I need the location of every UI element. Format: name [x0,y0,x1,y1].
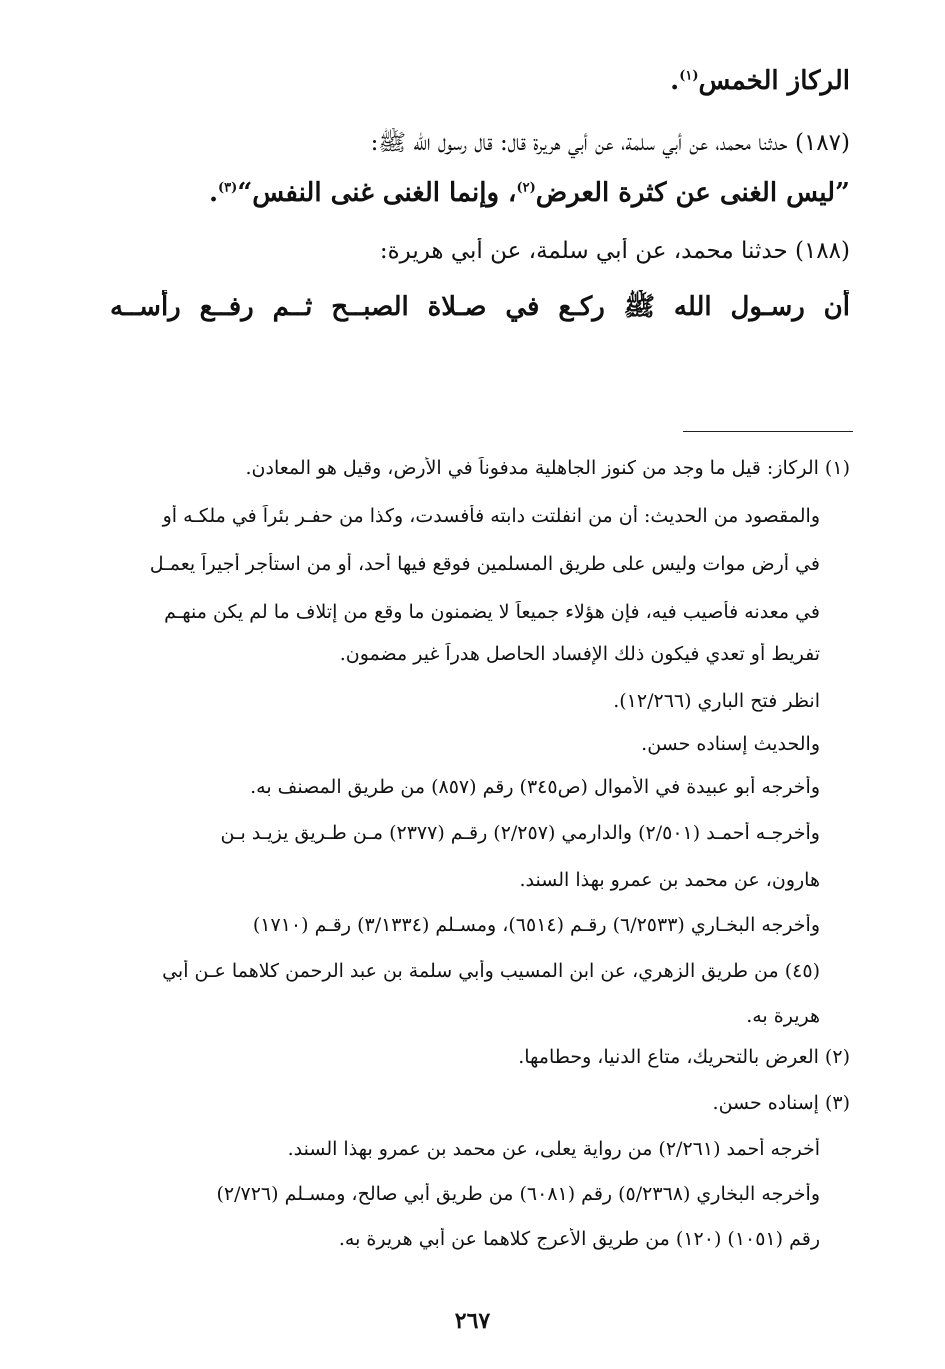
hadith-188-text: أن رسـول الله ﷺ ركـع في صـلاة الصبــح ثــم رفــع رأســه [110,292,850,322]
footnote-line: في أرض موات وليس على طريق المسلمين فوقع فيها أحد، أو من استأجر أجيراً يعمـل [149,553,820,575]
hadith-text-part-1: ”ليس الغنى عن كثرة العرض [535,178,850,208]
footnote-line: أخرجه أحمد (٢/٢٦١) من رواية يعلى، عن محمد بن عمرو بهذا السند. [287,1138,820,1160]
hadith-188-chain: (١٨٨) حدثنا محمد، عن أبي سلمة، عن أبي هريرة: [379,238,850,264]
footnote-ref: (١) [679,68,699,84]
footnote-line: وأخرجه البخـاري (٦/٢٥٣٣) رقـم (٦٥١٤)، ومسـلم (٣/١٣٣٤) رقـم (١٧١٠) [252,914,820,936]
footnote-line: رقم (١٠٥١) (١٢٠) من طريق الأعرج كلاهما عن أبي هريرة به. [338,1228,820,1250]
footnote-line: (٣) إسناده حسن. [712,1092,850,1114]
footnote-line: وأخرجه البخاري (٥/٢٣٦٨) رقم (٦٠٨١) من طريق أبي صالح، ومسـلم (٢/٧٢٦) [216,1183,820,1205]
punctuation: . [208,178,219,208]
footnote-line: في معدنه فأصيب فيه، فإن هؤلاء جميعاً لا يضمنون ما وقع من إتلاف ما لم يكن منهـم [164,601,820,623]
footnote-line: والمقصود من الحديث: أن من انفلتت دابته فأفسدت، وكذا من حفـر بئراً في ملكـه أو [162,505,820,527]
punctuation: . [670,66,680,96]
page-number: ٢٦٧ [454,1308,491,1334]
hadith-187-chain: (١٨٧) حدثنا محمد، عن أبي سلمة، عن أبي هريرة قال: قال رسول الله ﷺ: [370,130,850,156]
hadith-text-part-2: ، وإنما الغنى غنى النفس“ [237,178,517,208]
footnote-line: وأخرجه أبو عبيدة في الأموال (ص٣٤٥) رقم (٨٥٧) من طريق المصنف به. [250,776,820,798]
hadith-text: الركاز الخمس [698,66,850,96]
footnote-line: تفريط أو تعدي فيكون ذلك الإفساد الحاصل هدراً غير مضمون. [339,643,820,665]
footnote-line: انظر فتح الباري (١٢/٢٦٦). [613,690,820,712]
hadith-line-1 [110,66,850,96]
hadith-187-text [110,178,850,208]
footnote-line: (٢) العرض بالتحريك، متاع الدنيا، وحطامها. [518,1046,850,1068]
footnote-divider [683,431,853,432]
footnote-line: هريرة به. [746,1005,820,1027]
footnote-line: (١) الركاز: قيل ما وجد من كنوز الجاهلية مدفوناً في الأرض، وقيل هو المعادن. [245,457,850,479]
footnote-ref: (٢) [516,180,536,196]
footnote-ref: (٣) [218,180,238,196]
footnote-line: هارون، عن محمد بن عمرو بهذا السند. [519,869,820,891]
footnote-line: وأخرجـه أحمـد (٢/٥٠١) والدارمي (٢/٢٥٧) رقـم (٢٣٧٧) مـن طـريق يزيـد بـن [220,822,820,844]
footnote-line: (٤٥) من طريق الزهري، عن ابن المسيب وأبي سلمة بن عبد الرحمن كلاهما عـن أبي [162,960,820,982]
footnote-line: والحديث إسناده حسن. [641,733,820,755]
